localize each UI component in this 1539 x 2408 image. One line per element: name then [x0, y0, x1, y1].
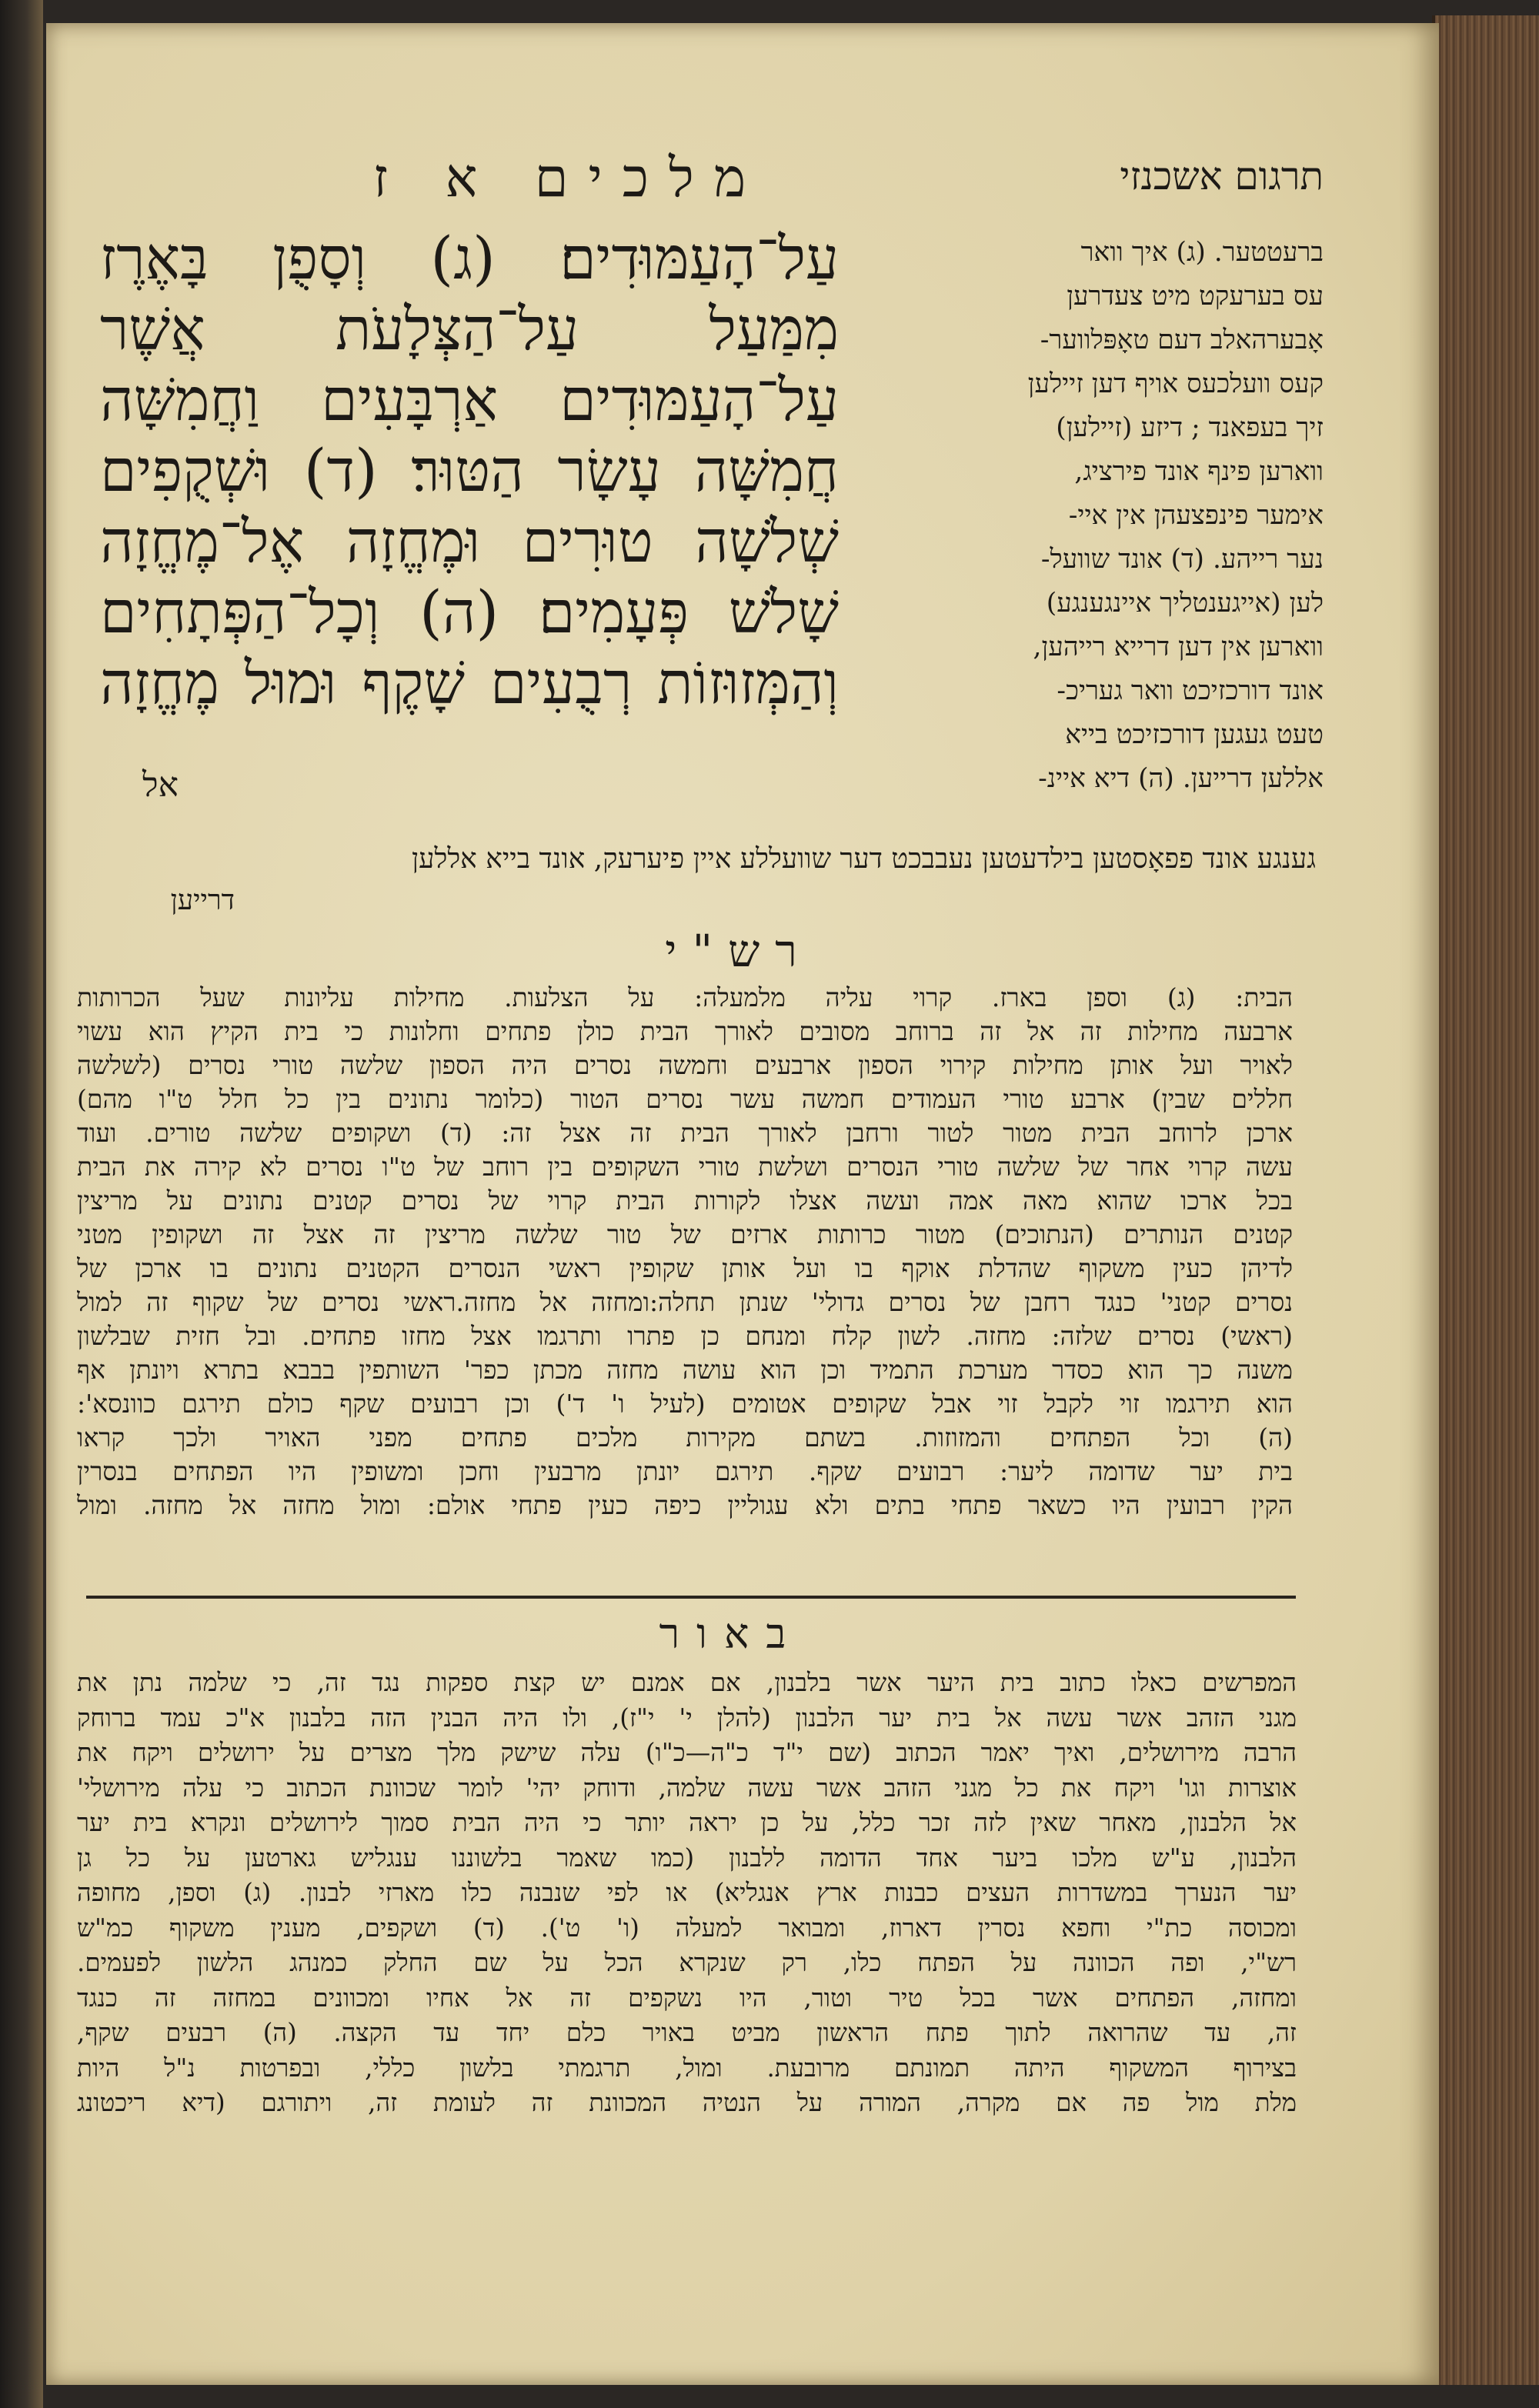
targum-line: זיך בעפאנד ; דיזע (זיילען)	[1056, 412, 1324, 443]
main-hebrew-text: עַל־הָעַמּוּדִים׃ (ג) וְסָפֻן בָּאֶרֶז מִמַּעַל עַל־הַצְּלָעֹת אֲשֶׁר עַל־הָעַמּוּדִים אַרְבָּעִים וַחֲמִשָּׁה חֲמִשָּׁה עָשָׂר הַטּוּר׃ (ד) וּשְׁקֻפִים שְׁלֹשָׁה טוּרִים וּמֶחֱזָה אֶל־מֶחֱזָה שָׁלֹשׁ פְּעָמִים׃ (ה) וְכָל־הַפְּתָחִים וְהַמְּזוּזוֹת רְבֻעִים שָׁקֶף וּמוּל מֶחֱזָה	[100, 224, 839, 717]
targum-line: טעט געגען דורכזיכט בייא	[1065, 719, 1324, 750]
biur-line: הרבה מירושלים, ואיך יאמר הכתוב (שם י"ד כ"ה—כ"ו) עלה שישק מלך מצרים על ירושלים ויקח את	[77, 1738, 1297, 1767]
targum-line: אונד דורכזיכט וואר געריכ-	[1057, 675, 1324, 706]
targum-wide-text: גענגע אונד פפאָסטען בילדעטען נעבבכט דער שוועללע איין פיערעק, אונד בייא אללען	[411, 843, 1316, 875]
biur-line: זה, עד שהרואה לתוך פתח הראשון מביט באויר כלם יחד עד הקצה. (ה) רבעים שקף,	[77, 2018, 1297, 2047]
rashi-line: ארכן לרוחב הבית מטור לטור ורחבן לאורך הבית זה אצל זה: (ד) ושקופים שלשה טורים. ועוד	[77, 1118, 1293, 1148]
biur-line: אל הלבנון, מאחר שאין לזה זכר כלל, על כן יראה יותר כי היה הבית סמוך לירושלים ונקרא בית יער	[77, 1808, 1297, 1837]
targum-line: ברעטטער. (ג) איך וואר	[1080, 237, 1324, 268]
rashi-line: עשה קרוי אחר של שלשה טורי הנסרים ושלשת טורי השקופים בין רוחב של ט"ו נסרים לא קירה את הבית	[77, 1152, 1293, 1182]
book-page-edges	[1432, 15, 1539, 2385]
rashi-heading: רש"י	[665, 925, 813, 977]
rashi-commentary	[77, 981, 1293, 1523]
rashi-line: לאויר ועל אותן מחילות קירוי הספון ארבעים וחמשה נסרים היה הספון שלשה טורי נסרים (לשלשה	[77, 1050, 1293, 1080]
biur-heading: באור	[659, 1609, 803, 1658]
biur-commentary	[77, 1666, 1297, 2121]
book-page	[46, 23, 1439, 2385]
catchword: אל	[142, 765, 179, 805]
scan-left-edge	[0, 0, 43, 2408]
rashi-line: הבית: (ג) וספן בארז. קרוי עליה מלמעלה: על הצלעות. מחילות עליונות שעל הכרותות	[77, 982, 1293, 1012]
targum-column	[923, 231, 1324, 801]
targum-wide-last: דרייען	[170, 885, 235, 916]
rashi-line: הקין רבועין היו כשאר פתחי בתים ולא עגוליין כיפה כעין פתחי אולם: ומול מחזה אל מחזה. ומול	[77, 1490, 1293, 1520]
targum-line: עס בערעקט מיט צעדרען	[1067, 281, 1324, 312]
targum-line: אָבערהאלב דעם טאָפּלווער-	[1040, 325, 1324, 355]
biur-line: ומכוסה כת"י וחפא נסרין דארוז, ומבואר למעלה (ו' ט'). (ד) ושקפים, מענין משקוף כמ"ש	[77, 1913, 1297, 1943]
biur-line: רש"י, ופה הכוונה על הפתח כלו, רק שנקרא הכל על שם החלק כמנהג הלשון לפעמים.	[77, 1948, 1297, 1977]
rashi-line: בכל ארכו שהוא מאה אמה ועשה אצלו לקורות הבית קרוי של נסרים קטנים נתונים על מריצין	[77, 1186, 1293, 1216]
targum-line: אללען דרייען. (ה) דיא איינ-	[1038, 763, 1324, 794]
targum-line: קעס וועלכעס אויף דען זיילען	[1027, 369, 1324, 399]
running-head-targum-title: תרגום אשכנזי	[1120, 154, 1324, 198]
targum-line: ווארען אין דען דרייא רייהען,	[1033, 632, 1324, 662]
rashi-line: הוא תירגמו זוי לקבל זוי אבל שקופים אטומים (לעיל ו' ד') וכן רבועים שקף כולם תירגם כוונסא':	[77, 1389, 1293, 1419]
rashi-line: (ראשי) נסרים שלזה: מחזה. לשון קלח ומנחם כן פתרו ותרגמו אצל מחזו פתחים. ובל חזית שבלשון	[77, 1321, 1293, 1351]
biur-line: הלבנון, ע"ש מלכו ביער אחד הדומה ללבנון (כמו שאמר בלשוננו ענגליש גארטען על כל גן	[77, 1843, 1297, 1873]
biur-line: המפרשים כאלו כתוב בית היער אשר בלבנון, אם אמנם יש קצת ספקות נגד זה, כי שלמה נתן את	[77, 1668, 1297, 1697]
rashi-line: קטנים הנותרים (הנתוכים) מטור כרותות ארזים של טור שלשה מריצין זה אצל זה ושקופין מטני	[77, 1219, 1293, 1249]
targum-line: לען (אייגענטליך איינגענגע)	[1046, 588, 1324, 619]
rashi-line: לדיהן כעין משקוף שהדלת אוקף בו ועל אותן שקופין ראשי הנסרים הקטנים נתונים בו ארכן של	[77, 1253, 1293, 1283]
targum-wide-line	[94, 839, 1316, 922]
biur-line: אוצרות וגו' ויקח את כל מגני הזהב אשר עשה שלמה, ודוחק יהי' לומר שכוונת הכתוב כי עלה מירושלי'	[77, 1773, 1297, 1803]
targum-line: אימער פינפצעהן אין איי-	[1068, 500, 1324, 531]
biur-line: מגני הזהב אשר עשה אל בית יער הלבנון (להלן י' י"ז), ולו היה הבנין הזה בלבנון א"כ עמד ברוחק	[77, 1703, 1297, 1733]
rashi-line: ארבעה מחילות זה אל זה ברוחב מסובים לאורך הבית כולן פתחים וחלונות כי בית הקיץ הוא עשוי	[77, 1016, 1293, 1046]
rashi-line: (ה) וכל הפתחים והמזוזות. בשתם מקירות מלכים פתחים מפני האויר ולכך קראו	[77, 1422, 1293, 1452]
targum-line: ווארען פינף אונד פירציג,	[1074, 456, 1324, 487]
rashi-line: נסרים קטני' כנגד רחבן של נסרים גדולי' שנתן תחלה:ומחזה אל מחזה.ראשי נסרים של שקוף זה למול	[77, 1287, 1293, 1317]
biur-line: יער הנערך במשדרות העצים כבנות ארץ אנגליא) או לפי שנבנה כלו מארזי לבנון. (ג) וספן, מחופה	[77, 1878, 1297, 1907]
rashi-line: בית יער שדומה ליער: רבועים שקף. תירגם יונתן מרבעין וחכן ומשופין היו הפתחים בנסרין	[77, 1456, 1293, 1486]
running-head-book-title: מלכים א ז	[372, 146, 766, 209]
section-divider	[86, 1596, 1296, 1599]
targum-line: נער רייהע. (ד) אונד שוועל-	[1040, 544, 1324, 575]
rashi-line: משנה כך הוא כסדר מערכת התמיד וכן הוא עושה מחזה מכתן כפר' השותפין בבבא בתרא ויונתן אף	[77, 1355, 1293, 1385]
biur-line: מלת מול פה אם מקרה, המורה על הנטיה המכוונת זה לעומת זה, ויתורגם (דיא ריכטונג	[77, 2088, 1297, 2117]
biur-line: בצירוף המשקוף היתה תמונתם מרובעת. ומול, תרגמתי בלשון כללי, ובפרטות נ"ל היות	[77, 2053, 1297, 2083]
rashi-line: חללים שבין) ארבע טורי העמודים חמשה עשר נסרים הטור (כלומר נתונים בין כל חלל ט"ו מהם)	[77, 1084, 1293, 1114]
biur-line: ומחזה, הפתחים אשר בכל טיר וטור, היו נשקפים זה אל אחיו ומכוונים במחזה זה כנגד	[77, 1983, 1297, 2013]
